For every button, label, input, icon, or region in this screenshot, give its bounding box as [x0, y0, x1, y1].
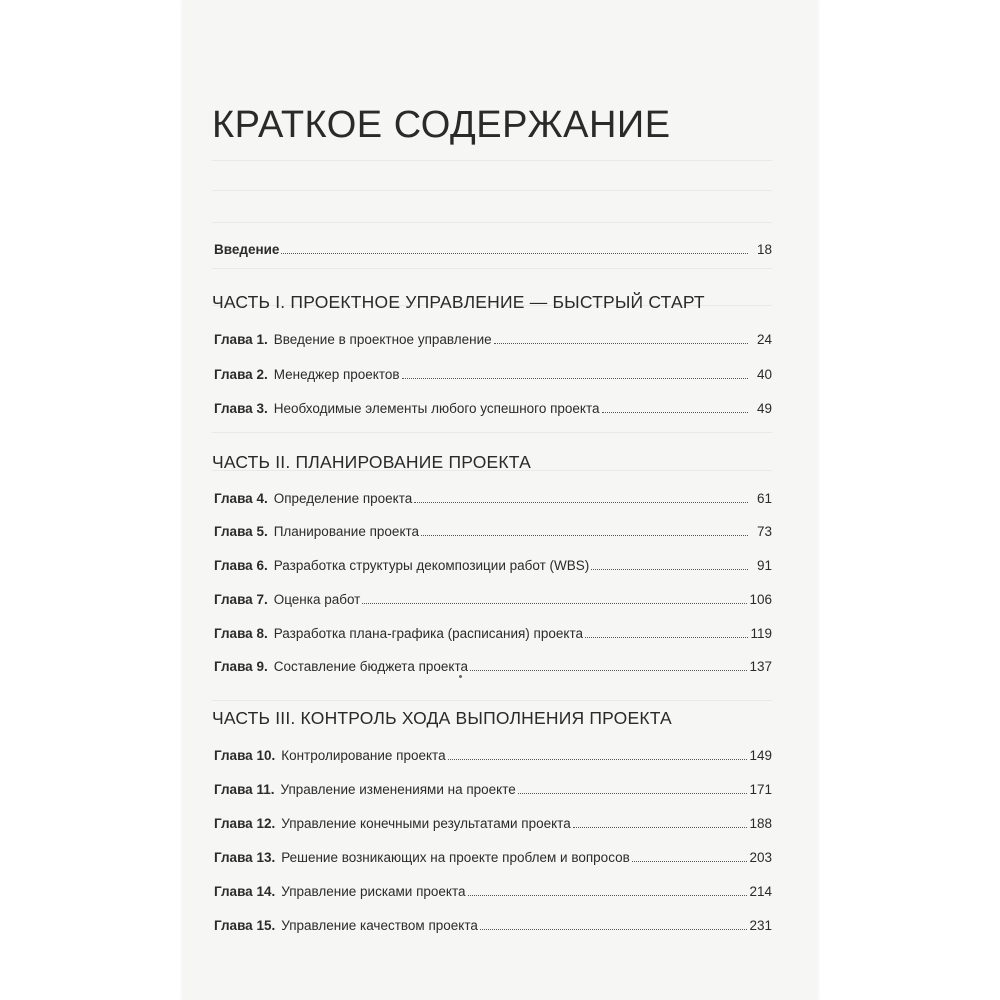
toc-entry-title: Контролирование проекта — [281, 748, 446, 763]
toc-entry-title: Введение в проектное управление — [273, 332, 492, 347]
toc-entry — [214, 844, 772, 866]
toc-page-number: 231 — [749, 918, 772, 933]
chapter-prefix: Глава 13. — [214, 850, 276, 865]
toc-page-number: 188 — [749, 816, 772, 831]
toc-entry — [214, 742, 772, 764]
toc-entry-title: Управление изменениями на проекте — [280, 782, 516, 797]
chapter-prefix: Глава 6. — [214, 558, 268, 573]
page-title: КРАТКОЕ СОДЕРЖАНИЕ — [212, 104, 671, 146]
dot-leader — [480, 929, 748, 930]
toc-entry-title: Определение проекта — [273, 491, 413, 506]
toc-page-number: 171 — [749, 782, 772, 797]
chapter-prefix: Глава 2. — [214, 367, 268, 382]
toc-page-number: 61 — [756, 491, 772, 506]
dot-leader — [632, 861, 748, 862]
dot-leader — [468, 895, 748, 896]
toc-entry-title: Разработка структуры декомпозиции работ (WBS) — [273, 558, 590, 573]
toc-entry — [214, 518, 772, 540]
chapter-prefix: Глава 7. — [214, 592, 268, 607]
toc-page-number: 149 — [749, 748, 772, 763]
toc-page-number: 214 — [749, 884, 772, 899]
part-heading: ЧАСТЬ III. КОНТРОЛЬ ХОДА ВЫПОЛНЕНИЯ ПРОЕКТА — [212, 708, 672, 728]
toc-entry-title: Разработка плана-графика (расписания) проекта — [273, 626, 583, 641]
toc-entry-title: Оценка работ — [273, 592, 361, 607]
chapter-prefix: Глава 14. — [214, 884, 276, 899]
toc-entry-title: Введение — [214, 242, 280, 257]
toc-entry — [214, 776, 772, 798]
chapter-prefix: Глава 5. — [214, 524, 268, 539]
toc-entry — [214, 361, 772, 383]
toc-page-number: 106 — [749, 592, 772, 607]
dot-leader — [585, 637, 748, 638]
toc-page-number: 49 — [756, 401, 772, 416]
toc-entry — [214, 878, 772, 900]
toc-entry-title: Менеджер проектов — [273, 367, 400, 382]
toc-entry-title: Управление рисками проекта — [281, 884, 466, 899]
toc-entry — [214, 326, 772, 348]
dot-leader — [470, 670, 747, 671]
toc-entry-title: Решение возникающих на проекте проблем и вопросов — [281, 850, 630, 865]
toc-page-number: 73 — [756, 524, 772, 539]
chapter-prefix: Глава 1. — [214, 332, 268, 347]
toc-entry — [214, 552, 772, 574]
part-heading: ЧАСТЬ I. ПРОЕКТНОЕ УПРАВЛЕНИЕ — БЫСТРЫЙ СТАРТ — [212, 292, 705, 312]
toc-entry — [214, 586, 772, 608]
toc-page-number: 119 — [750, 626, 772, 641]
chapter-prefix: Глава 3. — [214, 401, 268, 416]
dot-leader — [421, 535, 748, 536]
dot-leader — [518, 793, 748, 794]
part-heading: ЧАСТЬ II. ПЛАНИРОВАНИЕ ПРОЕКТА — [212, 452, 531, 472]
toc-entry-title: Необходимые элементы любого успешного проекта — [273, 401, 600, 416]
chapter-prefix: Глава 12. — [214, 816, 276, 831]
toc-entry-title: Управление качеством проекта — [281, 918, 478, 933]
toc-page-number: 40 — [756, 367, 772, 382]
toc-entry-title: Составление бюджета проекта — [273, 659, 469, 674]
chapter-prefix: Глава 4. — [214, 491, 268, 506]
dot-leader — [414, 502, 748, 503]
dot-leader — [494, 343, 748, 344]
toc-entry-title: Планирование проекта — [273, 524, 420, 539]
dot-leader — [573, 827, 748, 828]
dot-leader — [602, 412, 748, 413]
dot-leader — [591, 569, 748, 570]
toc-entry — [214, 810, 772, 832]
toc-entry-intro — [214, 236, 772, 258]
toc-entry — [214, 653, 772, 675]
toc-entry — [214, 485, 772, 507]
chapter-prefix: Глава 15. — [214, 918, 276, 933]
chapter-prefix: Глава 11. — [214, 782, 275, 797]
dot-leader — [281, 253, 748, 254]
toc-page-number: 137 — [749, 659, 772, 674]
ink-speck — [459, 675, 462, 678]
toc-entry — [214, 395, 772, 417]
dot-leader — [362, 603, 747, 604]
toc-entry-title: Управление конечными результатами проекта — [281, 816, 571, 831]
toc-entry — [214, 620, 772, 642]
toc-page-number: 91 — [756, 558, 772, 573]
toc-page-number: 18 — [756, 242, 772, 257]
toc-page-number: 24 — [756, 332, 772, 347]
dot-leader — [402, 378, 748, 379]
toc-page-number: 203 — [749, 850, 772, 865]
chapter-prefix: Глава 8. — [214, 626, 268, 641]
toc-entry — [214, 912, 772, 934]
book-page — [182, 0, 818, 1000]
chapter-prefix: Глава 9. — [214, 659, 268, 674]
dot-leader — [448, 759, 748, 760]
chapter-prefix: Глава 10. — [214, 748, 276, 763]
